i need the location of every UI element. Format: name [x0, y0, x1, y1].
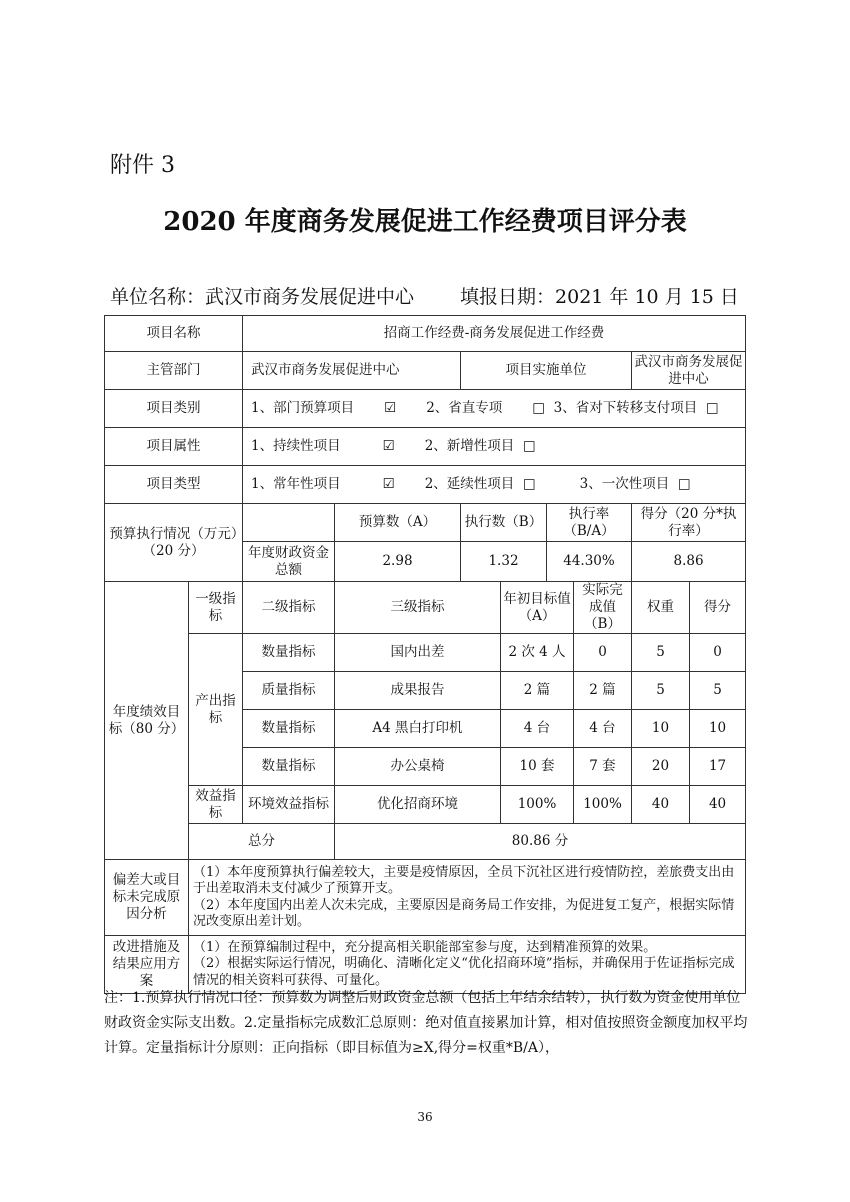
perf-weight: 10 [632, 710, 690, 748]
deviation-label: 偏差大或目标未完成原因分析 [105, 860, 189, 936]
perf-score: 0 [690, 634, 746, 672]
perf-l2: 数量指标 [243, 634, 335, 672]
perf-target: 100% [501, 786, 574, 824]
impl-unit-label: 项目实施单位 [461, 352, 632, 390]
perf-weight: 5 [632, 634, 690, 672]
table-row [105, 786, 746, 824]
improve-label: 改进措施及结果应用方案 [105, 936, 189, 994]
budget-col-score: 得分（20 分*执行率） [632, 504, 746, 542]
perf-actual: 0 [574, 634, 632, 672]
type-option-3: 3、一次性项目 [579, 476, 670, 492]
perf-col-score: 得分 [690, 582, 746, 634]
budget-col-rate: 执行率（B/A） [547, 504, 632, 542]
perf-target: 10 套 [501, 748, 574, 786]
checkbox-checked-icon: ☑ [382, 476, 395, 492]
category-option-1: 1、部门预算项目 [251, 400, 355, 416]
budget-corner [243, 504, 335, 542]
attribute-label: 项目属性 [105, 428, 243, 466]
perf-score: 10 [690, 710, 746, 748]
dept-value: 武汉市商务发展促进中心 [243, 352, 461, 390]
checkbox-empty-icon: □ [705, 400, 719, 416]
perf-l2: 数量指标 [243, 710, 335, 748]
budget-col-budget: 预算数（A） [335, 504, 461, 542]
budget-col-exec: 执行数（B） [461, 504, 547, 542]
exec-value: 1.32 [461, 542, 547, 582]
perf-l2: 质量指标 [243, 672, 335, 710]
perf-label: 年度绩效目标（80 分） [105, 582, 189, 860]
perf-target: 2 次 4 人 [501, 634, 574, 672]
attribute-options [243, 428, 746, 466]
footnote: 注：1.预算执行情况口径：预算数为调整后财政资金总额（包括上年结余结转），执行数为资金使用单位财政资金实际支出数。2.定量指标完成数汇总原则：绝对值直接累加计算，相对值按照资金额度加权平均计算。定量指标计分原则：正向指标（即目标值为≥X,得分=权重*B/A）， [104, 990, 748, 1056]
row-type [105, 466, 746, 504]
benefit-indicator-label: 效益指标 [189, 786, 243, 824]
row-dept [105, 352, 746, 390]
row-total [105, 824, 746, 860]
impl-unit-value: 武汉市商务发展促进中心 [632, 352, 746, 390]
perf-col-l1: 一级指标 [189, 582, 243, 634]
rate-value: 44.30% [547, 542, 632, 582]
project-name-label: 项目名称 [105, 316, 243, 352]
score-table [104, 315, 746, 994]
checkbox-empty-icon: □ [522, 476, 536, 492]
budget-label: 预算执行情况（万元）（20 分） [105, 504, 243, 582]
improve-paragraph-2: （2）根据实际运行情况，明确化、清晰化定义“优化招商环境”指标，并确保用于佐证指标完成情况的相关资料可获得、可量化。 [193, 956, 735, 988]
total-label: 总分 [189, 824, 335, 860]
category-option-2: 2、省直专项 [426, 400, 503, 416]
perf-actual: 100% [574, 786, 632, 824]
total-value: 80.86 分 [335, 824, 746, 860]
unit-name: 单位名称：武汉市商务发展促进中心 [110, 286, 415, 308]
table-row [105, 634, 746, 672]
perf-l3: 国内出差 [335, 634, 501, 672]
deviation-text [189, 860, 746, 936]
improve-text [189, 936, 746, 994]
budget-score-value: 8.86 [632, 542, 746, 582]
perf-col-weight: 权重 [632, 582, 690, 634]
perf-score: 5 [690, 672, 746, 710]
checkbox-empty-icon: □ [522, 438, 536, 454]
report-date: 填报日期：2021 年 10 月 15 日 [460, 286, 739, 308]
perf-l3: A4 黑白打印机 [335, 710, 501, 748]
checkbox-checked-icon: ☑ [384, 400, 397, 416]
type-options [243, 466, 746, 504]
improve-paragraph-1: （1）在预算编制过程中，充分提高相关职能部室参与度，达到精准预算的效果。 [193, 939, 657, 955]
perf-col-l3: 三级指标 [335, 582, 501, 634]
budget-row-label: 年度财政资金总额 [243, 542, 335, 582]
perf-col-actual: 实际完成值（B） [574, 582, 632, 634]
checkbox-empty-icon: □ [677, 476, 691, 492]
row-deviation [105, 860, 746, 936]
perf-actual: 4 台 [574, 710, 632, 748]
perf-l2: 环境效益指标 [243, 786, 335, 824]
attribute-option-2: 2、新增性项目 [424, 438, 515, 454]
attribute-option-1: 1、持续性项目 [251, 438, 341, 454]
category-label: 项目类别 [105, 390, 243, 428]
row-category [105, 390, 746, 428]
page-title: 2020 年度商务发展促进工作经费项目评分表 [163, 207, 687, 237]
type-option-1: 1、常年性项目 [251, 476, 341, 492]
type-label: 项目类型 [105, 466, 243, 504]
row-budget-header [105, 504, 746, 542]
budget-value: 2.98 [335, 542, 461, 582]
row-perf-header [105, 582, 746, 634]
row-attribute [105, 428, 746, 466]
perf-l2: 数量指标 [243, 748, 335, 786]
perf-actual: 7 套 [574, 748, 632, 786]
perf-weight: 20 [632, 748, 690, 786]
project-name-value: 招商工作经费-商务发展促进工作经费 [243, 316, 746, 352]
checkbox-checked-icon: ☑ [382, 438, 395, 454]
perf-weight: 5 [632, 672, 690, 710]
output-indicator-label: 产出指标 [189, 634, 243, 786]
type-option-2: 2、延续性项目 [424, 476, 515, 492]
page-number: 36 [417, 1110, 433, 1124]
perf-score: 40 [690, 786, 746, 824]
checkbox-empty-icon: □ [532, 400, 546, 416]
perf-target: 4 台 [501, 710, 574, 748]
deviation-paragraph-1: （1）本年度预算执行偏差较大，主要是疫情原因，全员下沉社区进行疫情防控，差旅费支出由于出差取消未支付减少了预算开支。 [193, 864, 735, 896]
dept-label: 主管部门 [105, 352, 243, 390]
row-improve [105, 936, 746, 994]
perf-score: 17 [690, 748, 746, 786]
category-option-3: 3、省对下转移支付项目 [553, 400, 698, 416]
attachment-label: 附件 3 [110, 153, 175, 178]
perf-col-l2: 二级指标 [243, 582, 335, 634]
perf-target: 2 篇 [501, 672, 574, 710]
row-project-name [105, 316, 746, 352]
perf-actual: 2 篇 [574, 672, 632, 710]
category-options [243, 390, 746, 428]
perf-l3: 成果报告 [335, 672, 501, 710]
perf-col-target: 年初目标值（A） [501, 582, 574, 634]
perf-l3: 办公桌椅 [335, 748, 501, 786]
deviation-paragraph-2: （2）本年度国内出差人次未完成，主要原因是商务局工作安排，为促进复工复产，根据实际情况改变原出差计划。 [193, 897, 735, 929]
header-line [110, 282, 739, 309]
perf-l3: 优化招商环境 [335, 786, 501, 824]
perf-weight: 40 [632, 786, 690, 824]
